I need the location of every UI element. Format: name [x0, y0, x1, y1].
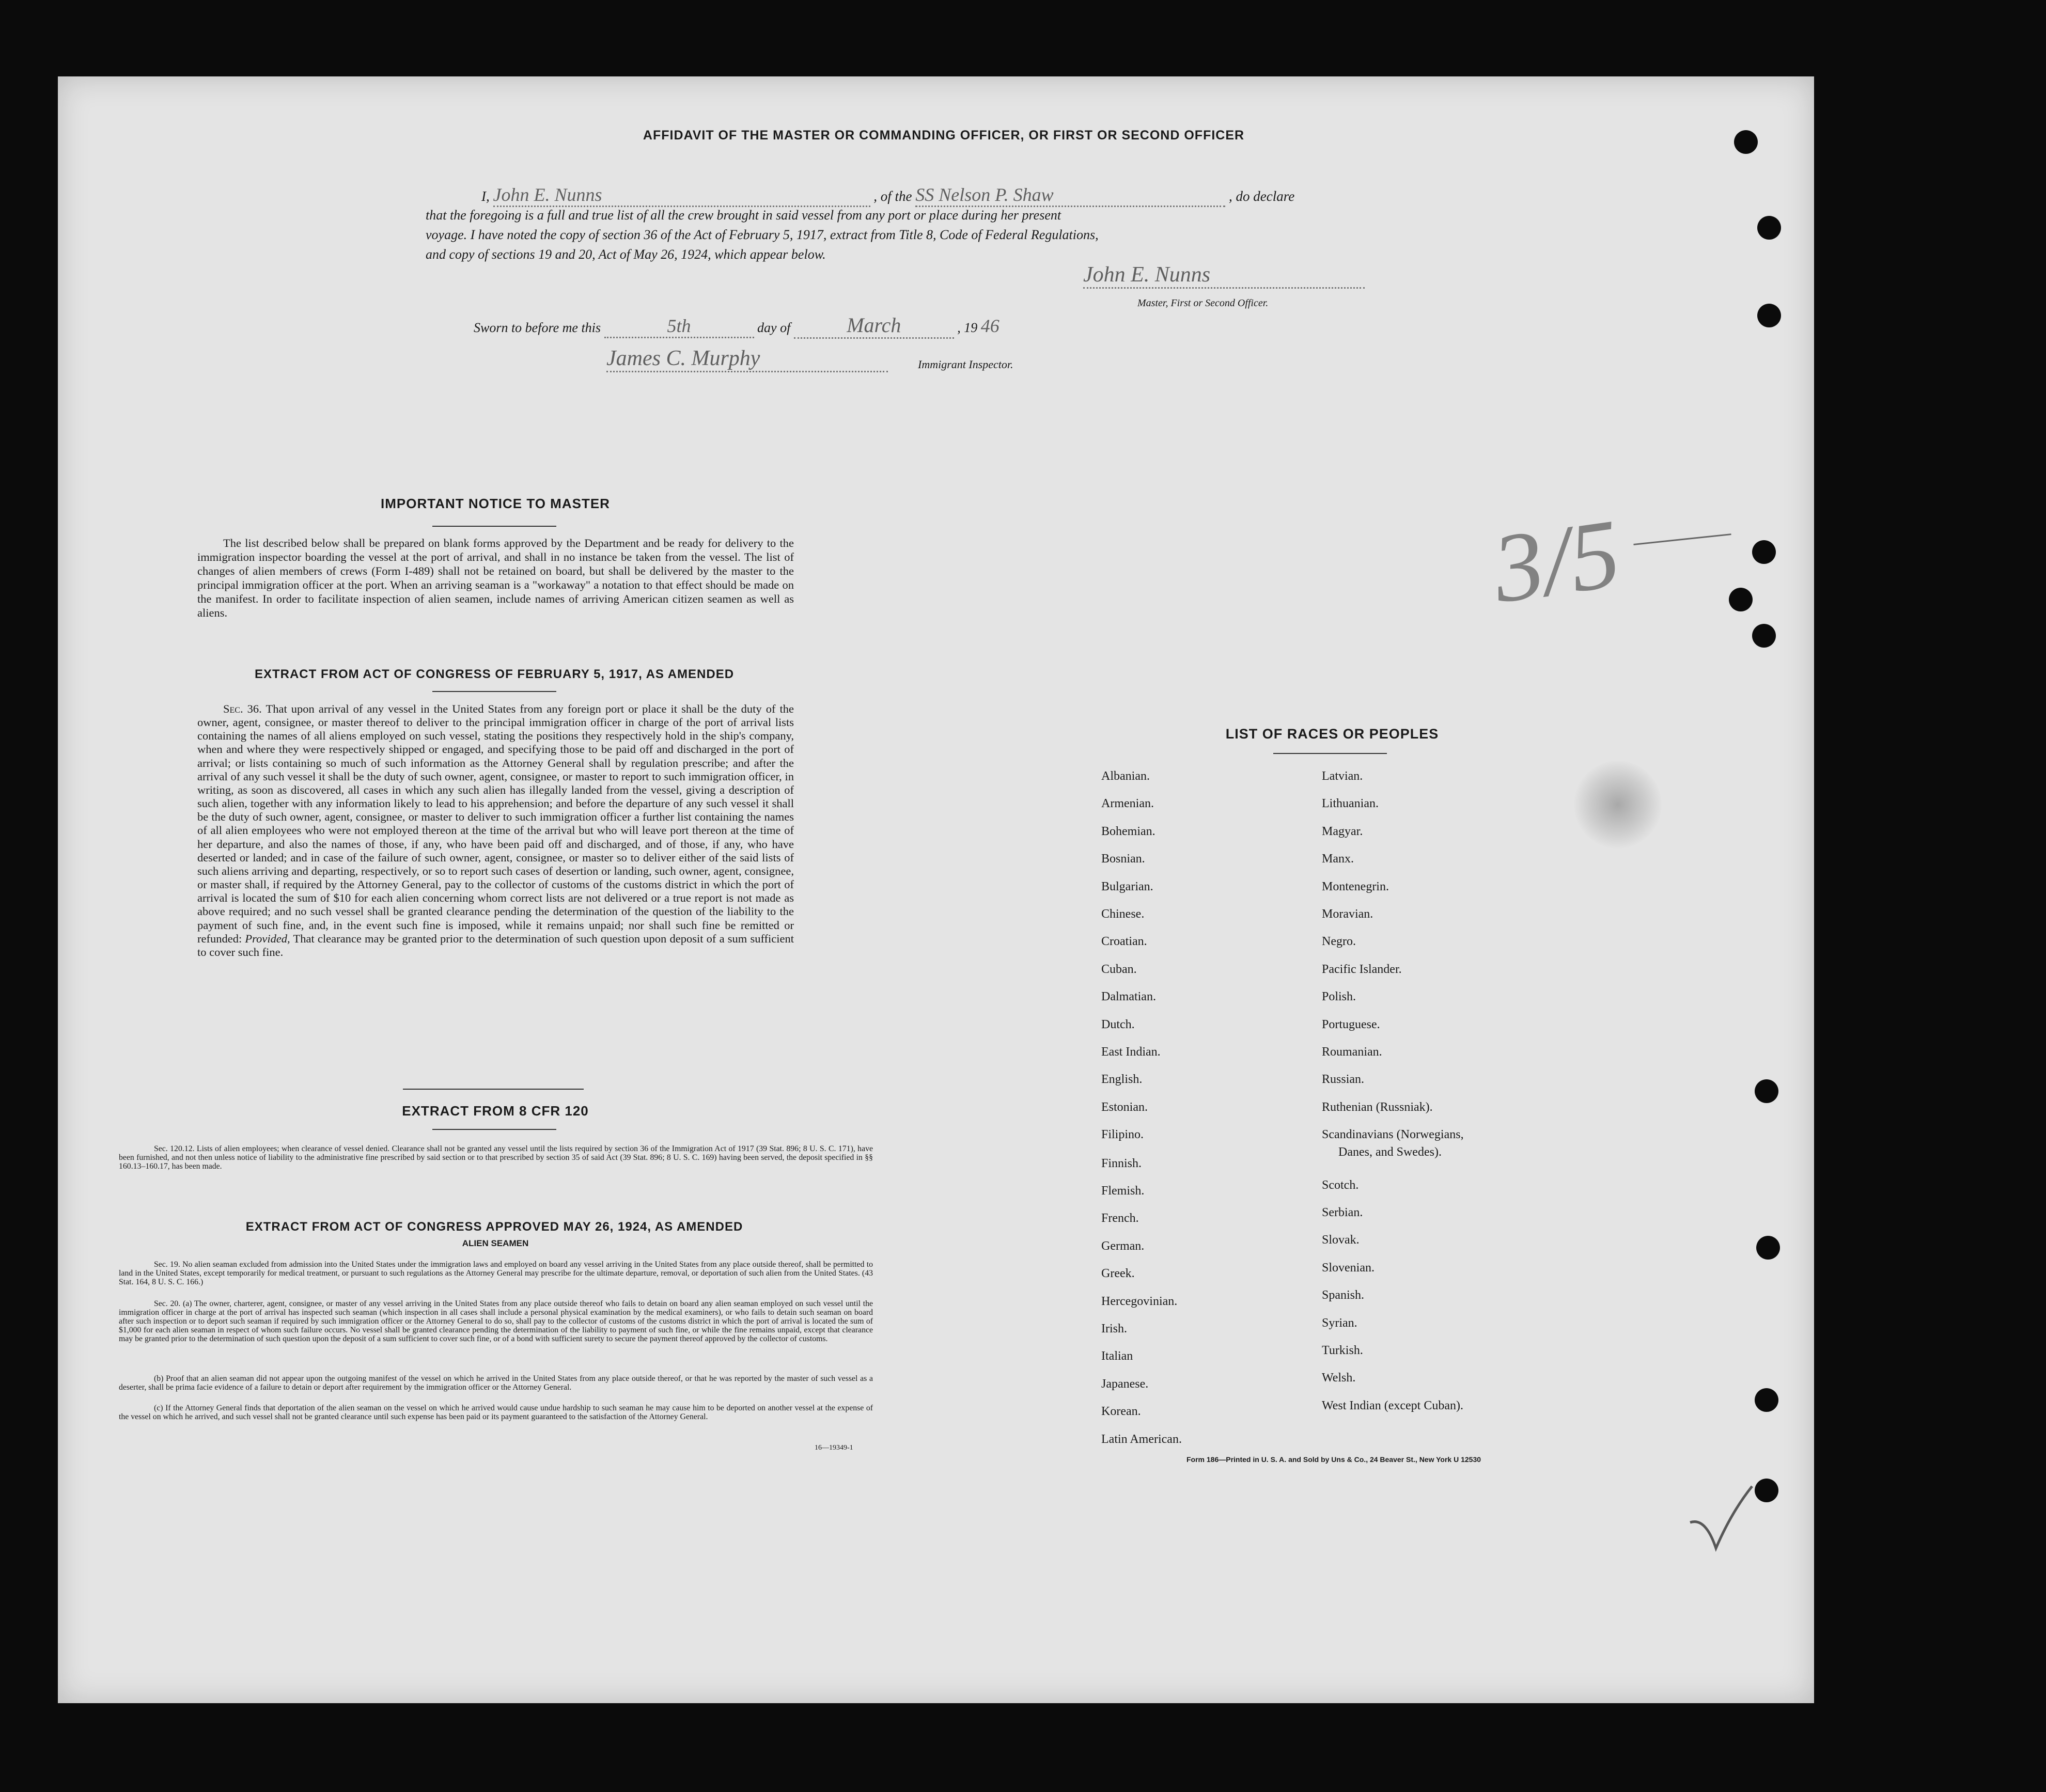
race-item: Croatian. [1101, 935, 1147, 949]
document-page [58, 76, 1814, 1703]
margin-annotation-stroke [1633, 533, 1731, 545]
sworn-label: Sworn to before me this [474, 320, 601, 335]
footer-printer-line: Form 186—Printed in U. S. A. and Sold by Uns & Co., 24 Beaver St., New York U 12530 [1186, 1455, 1481, 1464]
affidavit-line-3: voyage. I have noted the copy of section 36 of the Act of February 5, 1917, extract from Title 8, Code of Federal Regulations, [426, 227, 1099, 242]
race-item: Bosnian. [1101, 852, 1145, 866]
race-item: Latin American. [1101, 1432, 1182, 1446]
race-item: Manx. [1322, 852, 1354, 866]
extract-1917-body [197, 702, 794, 959]
affidavit-line-1 [481, 184, 1452, 207]
sworn-day-field: 5th [604, 315, 754, 338]
notice-title: IMPORTANT NOTICE TO MASTER [381, 496, 610, 511]
punch-hole [1755, 1079, 1778, 1103]
affidavit-line-2: that the foregoing is a full and true list of all the crew brought in said vessel from any port or place during her present [426, 208, 1061, 223]
provided-label: Provided, [245, 932, 290, 945]
sec-36-text: That upon arrival of any vessel in the United States from any foreign port or place it shall be the duty of the owner, agent, consignee, or master thereof to deliver to the principal immigration officer in charge of the port of arrival lists containing the names of all aliens employed on such vessel, stating the positions they respectively hold in the ship's company, when and where they were respectively shipped or engaged, and specifying those to be paid off and discharged in the port of arrival; or lists containing so much of such information as the Attorney General shall by regulation prescribe; and after the arrival of any such vessel it shall be the duty of such owner, agent, consignee, or master to report to such immigration officer, in writing, as soon as discovered, all cases in which any such alien has illegally landed from the vessel, giving a description of such alien, together with any information likely to lead to his apprehension; and before the departure of any such vessel it shall be the duty of such owner, agent, consignee, or master to deliver to such immigration officer a further list containing the names of all alien employees who were not employed thereon at the time of the arrival but who will leave port thereon at the time of her departure, and also the names of those, if any, who have been paid off and discharged, and of those, if any, who have deserted or landed; and in case of the failure of such owner, agent, consignee, or master so to deliver either of the said lists of such aliens arriving and departing, respectively, or so to report such cases of desertion or landing, such owner, agent, consignee, or master shall, if required by the Attorney General, pay to the collector of customs of the customs district in which the port of arrival is located the sum of $10 for each alien concerning whom correct lists are not delivered or a true report is not made as above required; and no such vessel shall be granted clearance pending the determination of the question of the liability to the payment of such fine, and, in the event such fine is imposed, while it remains unpaid; nor shall such fine be remitted or refunded: [197, 702, 794, 945]
extract-1924-sec20c: (c) If the Attorney General finds that deportation of the alien seaman on the vessel on which he arrived would cause undue hardship to such seaman he may cause him to be deported on another vessel at the expense of the vessel on which he arrived, and such vessel shall not be granted clearance until such expense has been paid or its payment guaranteed to the satisfaction of the Attorney General. [119, 1404, 873, 1422]
race-item: Scandinavians (Norwegians, [1322, 1128, 1464, 1142]
race-item: Roumanian. [1322, 1045, 1382, 1059]
punch-hole [1757, 216, 1781, 240]
notice-title-rule [432, 526, 556, 527]
race-item: Armenian. [1101, 797, 1154, 811]
race-item: Estonian. [1101, 1100, 1148, 1114]
race-item: French. [1101, 1212, 1139, 1225]
race-item: Hercegovinian. [1101, 1294, 1178, 1308]
race-item: Latvian. [1322, 769, 1363, 783]
race-item: Bulgarian. [1101, 879, 1153, 893]
extract-cfr-body: Sec. 120.12. Lists of alien employees; when clearance of vessel denied. Clearance shall not be granted any vessel until the lists required by section 36 of the Immigration Act of 1917 (39 Stat. 896; 8 U. S. C. 171), have been furnished, and not then unless notice of liability to the administrative fine prescribed by said section or to that prescribed by section 35 of said Act (39 Stat. 896; 8 U. S. C. 169) having been served, the deposit specified in §§ 160.13–160.17, has been made. [119, 1144, 873, 1171]
master-name-field: John E. Nunns [493, 184, 870, 207]
sworn-line [474, 313, 1197, 339]
race-item: Bohemian. [1101, 824, 1155, 838]
extract-1924-sec19: Sec. 19. No alien seaman excluded from admission into the United States under the immigration laws and employed on board any vessel arriving in the United States from any place outside thereof, shall be permitted to land in the United States, except temporarily for medical treatment, or pursuant to such regulations as the Attorney General may prescribe for the ultimate departure, removal, or deportation of such alien from the United States. (43 Stat. 164, 8 U. S. C. 166.) [119, 1260, 873, 1287]
affidavit-line-4: and copy of sections 19 and 20, Act of May 26, 1924, which appear below. [426, 247, 826, 262]
punch-hole [1729, 588, 1753, 611]
race-item: Ruthenian (Russniak). [1322, 1100, 1433, 1114]
race-item: Flemish. [1101, 1184, 1145, 1198]
notice-body: The list described below shall be prepared on blank forms approved by the Department and be ready for delivery to the immigration inspector boarding the vessel at the port of arrival, and shall in no instance be taken from the vessel. The list of changes of alien members of crews (Form I-489) shall not be retained on board, but shall be delivered by the master to the principal immigration officer at the port. When an arriving seaman is a "workaway" a notation to that effect should be made on the manifest. In order to facilitate inspection of alien seamen, include names of arriving American citizen seamen as well as aliens. [197, 537, 794, 619]
year-prefix-label: , 19 [957, 320, 978, 335]
race-item: Lithuanian. [1322, 797, 1379, 811]
sworn-year-field: 46 [980, 316, 999, 336]
race-item: English. [1101, 1073, 1143, 1087]
race-item: East Indian. [1101, 1045, 1161, 1059]
race-item: Moravian. [1322, 907, 1373, 921]
affidavit-title: AFFIDAVIT OF THE MASTER OR COMMANDING OFFICER, OR FIRST OR SECOND OFFICER [643, 128, 1245, 143]
extract-1917-end-rule [403, 1089, 584, 1090]
races-title-rule [1273, 753, 1387, 754]
race-item: Slovak. [1322, 1233, 1360, 1247]
check-mark-stroke [1685, 1481, 1757, 1564]
day-of-label: day of [757, 320, 791, 335]
race-item: Magyar. [1322, 824, 1363, 838]
extract-cfr-title-rule [432, 1129, 556, 1130]
punch-hole [1752, 540, 1776, 564]
extract-cfr-title: EXTRACT FROM 8 CFR 120 [402, 1103, 589, 1119]
sec-36-text-end: That clearance may be granted prior to the determination of such question upon deposit of a sum sufficient to cover such fine. [197, 932, 794, 958]
extract-1917-title: EXTRACT FROM ACT OF CONGRESS OF FEBRUARY 5, 1917, AS AMENDED [254, 667, 735, 681]
race-item: Serbian. [1322, 1206, 1363, 1219]
sec-36-label: Sec. 36. [223, 702, 262, 715]
race-item: Cuban. [1101, 962, 1137, 976]
do-declare-label: , do declare [1229, 188, 1295, 204]
race-item: Chinese. [1101, 907, 1145, 921]
race-item: West Indian (except Cuban). [1322, 1398, 1463, 1412]
sworn-month-field: March [794, 313, 954, 339]
race-item: Turkish. [1322, 1344, 1363, 1357]
margin-annotation: 3/5 [1487, 499, 1627, 624]
race-item: Slovenian. [1322, 1261, 1375, 1275]
races-title: LIST OF RACES OR PEOPLES [1225, 726, 1439, 742]
extract-1917-title-rule [432, 691, 556, 692]
race-item: Dutch. [1101, 1017, 1135, 1031]
race-item: German. [1101, 1239, 1145, 1253]
smudge [1574, 761, 1662, 848]
extract-1924-sec20b: (b) Proof that an alien seaman did not appear upon the outgoing manifest of the vessel on which he arrived in the United States from any place outside thereof, or that he was reported by the master of such vessel as a deserter, shall be prima facie evidence of a failure to detain or deport after requirement by the immigration officer or the Attorney General. [119, 1374, 873, 1392]
i-label: I, [481, 188, 490, 204]
race-item: Finnish. [1101, 1156, 1142, 1170]
punch-hole [1734, 130, 1758, 154]
race-item: Pacific Islander. [1322, 962, 1402, 976]
race-item: Greek. [1101, 1267, 1135, 1281]
of-the-label: , of the [873, 188, 912, 204]
race-item: Albanian. [1101, 769, 1150, 783]
inspector-label: Immigrant Inspector. [918, 358, 1013, 371]
vessel-name-field: SS Nelson P. Shaw [915, 184, 1225, 207]
extract-1924-title: EXTRACT FROM ACT OF CONGRESS APPROVED MAY 26, 1924, AS AMENDED [245, 1220, 743, 1234]
inspector-signature: James C. Murphy [606, 346, 888, 372]
race-item: Montenegrin. [1322, 879, 1389, 893]
extract-1924-sec20a: Sec. 20. (a) The owner, charterer, agent, consignee, or master of any vessel arriving in the United States from any place outside thereof who fails to detain on board any alien seaman employed on such vessel until the immigration officer in charge at the port of arrival has inspected such seaman (which inspection in all cases shall include a personal physical examination by the medical examiners), or who fails to detain such seaman on board after such inspection or to deport such seaman if required by such immigration officer or the Attorney General to do so, shall pay to the collector of customs of the customs district in which the port of arrival is located the sum of $1,000 for each alien seaman in respect of whom such failure occurs. No vessel shall be granted clearance pending the determination of the liability to payment of such fine, or while the fine remains unpaid, except that clearance may be granted prior to the determination of such question upon the deposit of a sum sufficient to cover such fine, or of a bond with sufficient surety to secure the payment thereof approved by the collector of customs. [119, 1299, 873, 1344]
punch-hole [1755, 1388, 1778, 1412]
punch-hole [1756, 1236, 1780, 1260]
punch-hole [1755, 1479, 1778, 1502]
race-item: Polish. [1322, 990, 1356, 1004]
race-item: Danes, and Swedes). [1338, 1145, 1442, 1159]
race-item: Syrian. [1322, 1316, 1357, 1330]
race-item: Scotch. [1322, 1178, 1359, 1192]
punch-hole [1752, 624, 1776, 648]
punch-hole [1757, 304, 1781, 327]
race-item: Japanese. [1101, 1377, 1149, 1391]
race-item: Italian [1101, 1349, 1133, 1363]
form-code: 16—19349-1 [815, 1444, 853, 1452]
race-item: Negro. [1322, 935, 1356, 949]
race-item: Spanish. [1322, 1288, 1365, 1302]
race-item: Portuguese. [1322, 1017, 1380, 1031]
master-signature: John E. Nunns [1083, 262, 1365, 289]
race-item: Irish. [1101, 1322, 1127, 1335]
extract-1924-subtitle: ALIEN SEAMEN [462, 1238, 529, 1248]
race-item: Dalmatian. [1101, 990, 1156, 1004]
race-item: Filipino. [1101, 1128, 1144, 1142]
race-item: Welsh. [1322, 1371, 1356, 1385]
race-item: Russian. [1322, 1073, 1365, 1087]
master-signature-label: Master, First or Second Officer. [1137, 297, 1269, 309]
race-item: Korean. [1101, 1405, 1141, 1419]
